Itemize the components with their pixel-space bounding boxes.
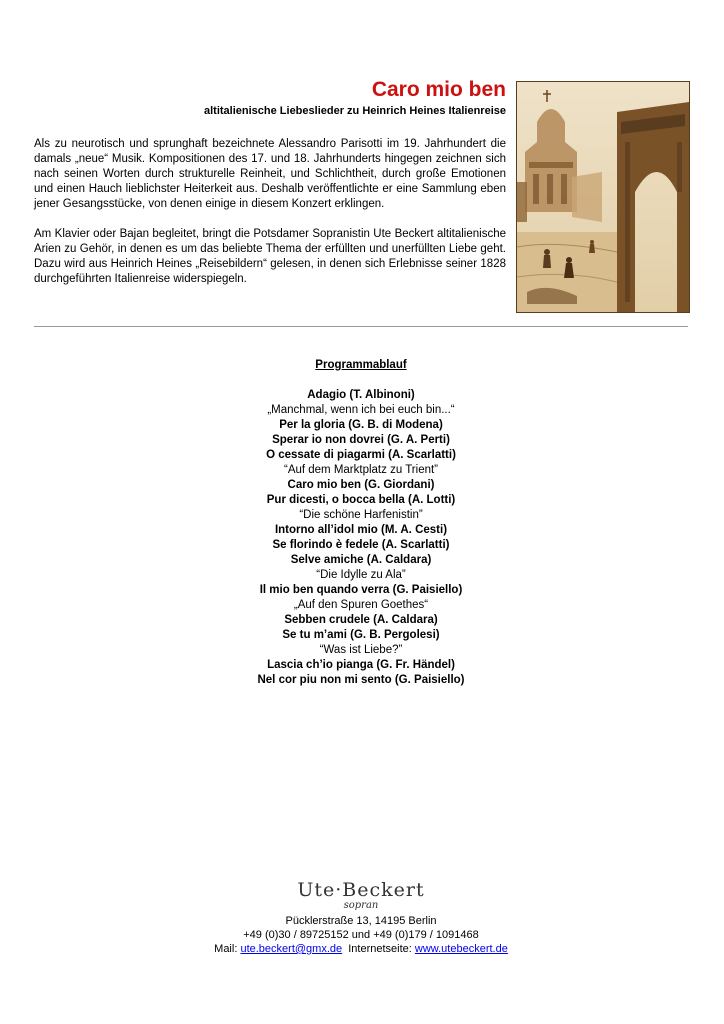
contact-line [34, 942, 688, 956]
web-label: Internetseite: [348, 943, 412, 955]
program-item: „Manchmal, wenn ich bei euch bin...“ [267, 404, 455, 416]
program-item: Il mio ben quando verra (G. Paisiello) [259, 584, 463, 596]
intro-paragraph-1: Als zu neurotisch und sprunghaft bezeichnete Alessandro Parisotti im 19. Jahrhundert die damals „neue“ Musik. Kompositionen des 17. und 18. Jahrhunderts hingegen zeichnen sich nach seinen Worten durch strukturelle Reinheit, und Schlichtheit, durch große Emotionen und einen Hauch lieblichster Heiterkeit aus. Deshalb veröffentlichte er eine Sammlung eben jener Gesangsstücke, von denen einige in diesem Konzert erklingen. [34, 138, 506, 210]
sepia-painting-image [516, 81, 690, 313]
program-item: O cessate di piagarmi (A. Scarlatti) [266, 449, 456, 461]
program-item: Per la gloria (G. B. di Modena) [279, 419, 443, 431]
program-list [34, 388, 688, 688]
logo-name: Ute·Beckert [297, 879, 425, 901]
program-item: Intorno all’idol mio (M. A. Cesti) [274, 524, 448, 536]
program-item: Se tu m’ami (G. B. Pergolesi) [282, 629, 440, 641]
program-item: Caro mio ben (G. Giordani) [287, 479, 435, 491]
intro-text [34, 137, 506, 287]
program-item: Nel cor piu non mi sento (G. Paisiello) [257, 674, 465, 686]
program-item: “Die schöne Harfenistin” [299, 509, 423, 521]
header [34, 78, 506, 118]
page-title: Caro mio ben [371, 78, 506, 101]
program-heading: Programmablauf [315, 359, 407, 371]
program-item: Sperar io non dovrei (G. A. Perti) [272, 434, 450, 446]
program-item: Adagio (T. Albinoni) [307, 389, 415, 401]
program-item: „Auf den Spuren Goethes“ [293, 599, 429, 611]
program-item: Sebben crudele (A. Caldara) [284, 614, 438, 626]
page-subtitle: altitalienische Liebeslieder zu Heinrich Heines Italienreise [203, 105, 506, 117]
program-item: Lascia ch’io pianga (G. Fr. Händel) [267, 659, 455, 671]
website-link[interactable]: www.utebeckert.de [414, 943, 508, 955]
program-section [34, 358, 688, 688]
divider-line [34, 326, 688, 327]
program-item: “Auf dem Marktplatz zu Trient” [283, 464, 439, 476]
email-link[interactable]: ute.beckert@gmx.de [240, 943, 343, 955]
program-item: Pur dicesti, o bocca bella (A. Lotti) [266, 494, 456, 506]
phone-numbers: +49 (0)30 / 89725152 und +49 (0)179 / 1091468 [243, 929, 479, 941]
program-item: Selve amiche (A. Caldara) [290, 554, 432, 566]
footer [34, 880, 688, 956]
mail-label: Mail: [214, 943, 238, 955]
program-item: “Die Idylle zu Ala” [316, 569, 406, 581]
program-item: Se florindo è fedele (A. Scarlatti) [272, 539, 450, 551]
logo-subtitle: sopran [343, 900, 379, 911]
address: Pücklerstraße 13, 14195 Berlin [285, 915, 437, 927]
program-item: “Was ist Liebe?” [319, 644, 403, 656]
intro-paragraph-2: Am Klavier oder Bajan begleitet, bringt die Potsdamer Sopranistin Ute Beckert altitalienische Arien zu Gehör, in denen es um das beliebte Thema der erfüllten und unerfüllten Liebe geht. Dazu wird aus Heinrich Heines „Reisebildern“ gelesen, in denen sich Erlebnisse seiner 1828 durchgeführten Italienreise widerspiegeln. [34, 228, 506, 285]
